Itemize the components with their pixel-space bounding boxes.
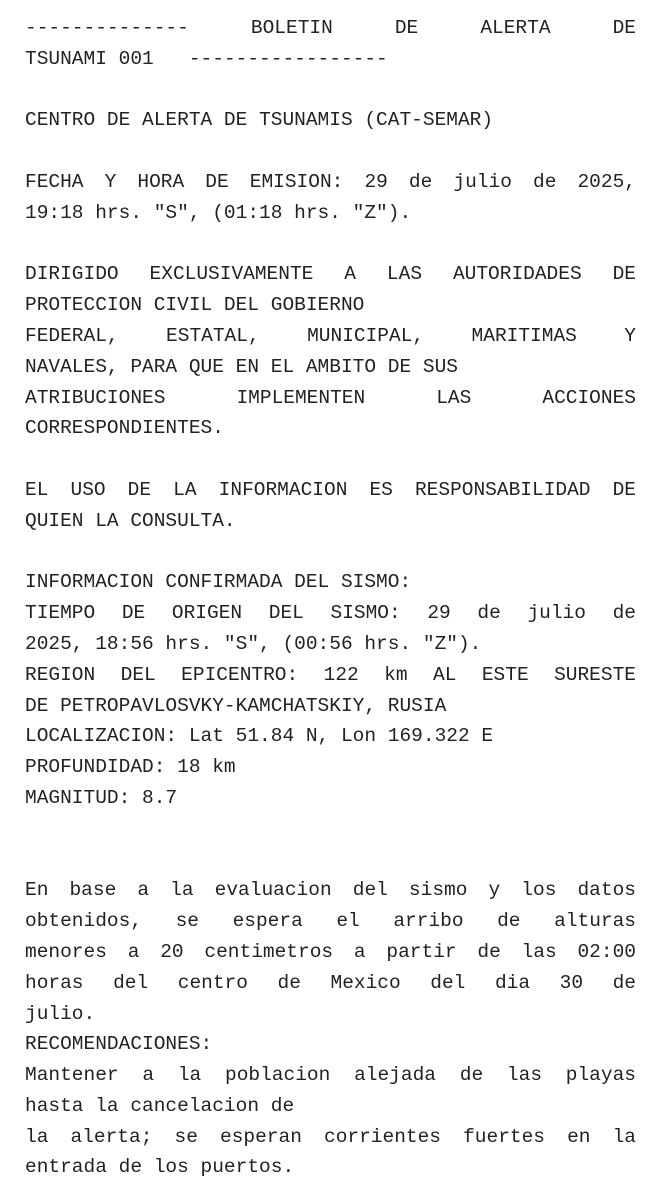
addressed-line: FEDERAL, ESTATAL, MUNICIPAL, MARITIMAS Y [25,324,636,347]
addressed-line: NAVALES, PARA QUE EN EL AMBITO DE SUS [25,355,458,378]
quake-heading: INFORMACION CONFIRMADA DEL SISMO: [25,571,412,594]
emission-line: FECHA Y HORA DE EMISION: 29 de julio de 2025, [25,170,636,193]
emission-line: 19:18 hrs. "S", (01:18 hrs. "Z"). [25,201,412,224]
evaluation-line: menores a 20 centimetros a partir de las 02:00 [25,940,636,963]
usage-line: EL USO DE LA INFORMACION ES RESPONSABILIDAD DE [25,478,636,501]
evaluation-line: En base a la evaluacion del sismo y los datos [25,879,636,902]
addressed-section [25,259,636,444]
evaluation-line: julio. [25,1002,96,1025]
usage-section [25,475,636,537]
recommendations-heading: RECOMENDACIONES: [25,1033,213,1056]
issuing-center: CENTRO DE ALERTA DE TSUNAMIS (CAT-SEMAR) [25,109,494,132]
evaluation-line: horas del centro de Mexico del dia 30 de [25,971,636,994]
depth-line: PROFUNDIDAD: 18 km [25,756,236,779]
recommendation-line: entrada de los puertos. [25,1156,295,1179]
evaluation-line: obtenidos, se espera el arribo de alturas [25,910,636,933]
emission-section [25,167,636,229]
quake-info-section [25,567,636,813]
recommendations-section [25,1029,636,1183]
epicenter-region-line: REGION DEL EPICENTRO: 122 km AL ESTE SURESTE [25,663,636,686]
addressed-line: ATRIBUCIONES IMPLEMENTEN LAS ACCIONES [25,386,636,409]
recommendation-line: la alerta; se esperan corrientes fuertes en la [25,1125,636,1148]
header-line: -------------- BOLETIN DE ALERTA DE [25,17,636,39]
addressed-line: CORRESPONDIENTES. [25,417,224,440]
magnitude-line: MAGNITUD: 8.7 [25,786,178,809]
addressed-line: PROTECCION CIVIL DEL GOBIERNO [25,294,365,317]
header-line: TSUNAMI 001 ----------------- [25,47,388,70]
recommendation-line: Mantener a la poblacion alejada de las playas [25,1064,636,1087]
location-line: LOCALIZACION: Lat 51.84 N, Lon 169.322 E [25,725,494,748]
addressed-line: DIRIGIDO EXCLUSIVAMENTE A LAS AUTORIDADES DE [25,263,636,286]
origin-time-line: 2025, 18:56 hrs. "S", (00:56 hrs. "Z"). [25,632,482,655]
origin-time-line: TIEMPO DE ORIGEN DEL SISMO: 29 de julio de [25,602,636,625]
epicenter-region-line: DE PETROPAVLOSVKY-KAMCHATSKIY, RUSIA [25,694,447,717]
usage-line: QUIEN LA CONSULTA. [25,509,236,532]
recommendation-line: hasta la cancelacion de [25,1094,295,1117]
evaluation-section [25,875,636,1029]
bulletin-header [25,13,636,75]
